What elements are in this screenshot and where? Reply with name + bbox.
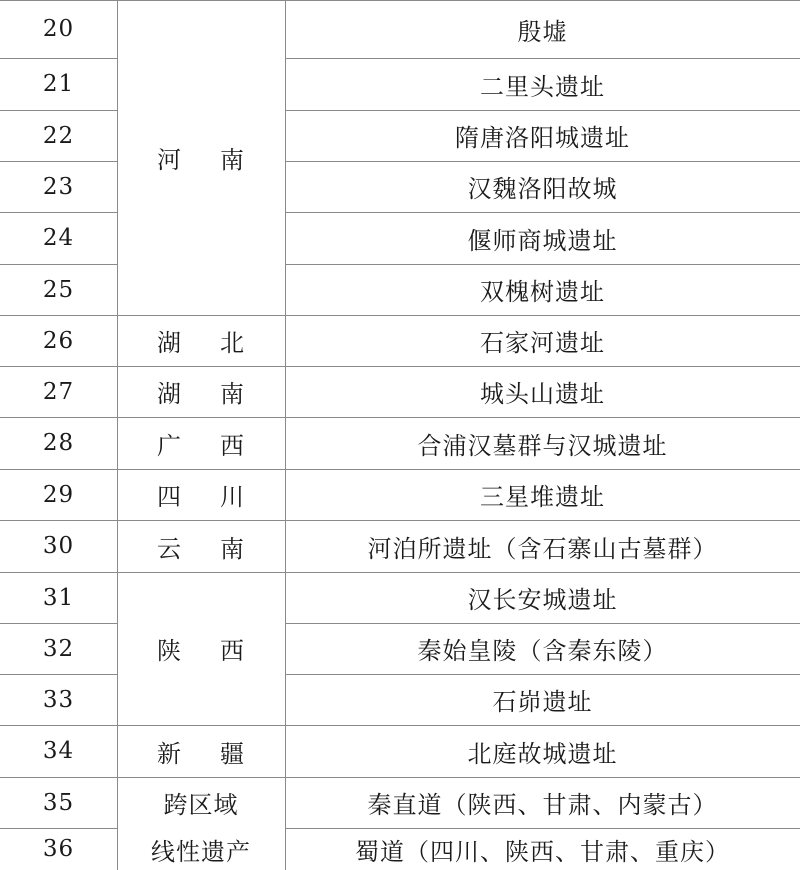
site-name: 石家河遗址 xyxy=(480,329,605,357)
region-cell-yunnan xyxy=(117,520,285,572)
row-divider xyxy=(0,315,800,316)
region-cell-hubei xyxy=(117,315,285,366)
region-cell-henan xyxy=(117,0,285,315)
column-divider xyxy=(117,0,118,870)
row-number: 28 xyxy=(42,430,75,456)
region-char: 四 xyxy=(157,483,182,511)
row-divider xyxy=(285,674,800,675)
row-divider xyxy=(0,212,117,213)
site-name: 汉长安城遗址 xyxy=(467,586,618,614)
site-name: 殷墟 xyxy=(517,17,568,46)
row-divider xyxy=(0,417,800,418)
row-divider xyxy=(285,58,800,59)
row-divider xyxy=(285,623,800,624)
region-char: 南 xyxy=(220,534,245,563)
site-name: 城头山遗址 xyxy=(480,380,605,408)
region-char: 西 xyxy=(220,431,245,460)
region-cell-sichuan xyxy=(117,469,285,520)
row-divider xyxy=(0,110,117,111)
region-char: 湖 xyxy=(157,380,182,408)
region-char: 北 xyxy=(220,329,245,357)
region-char: 陕 xyxy=(157,637,182,665)
row-divider xyxy=(285,212,800,213)
row-divider xyxy=(0,264,117,265)
region-char: 南 xyxy=(220,146,245,174)
row-number: 26 xyxy=(42,327,75,354)
site-name: 偃师商城遗址 xyxy=(467,226,618,255)
site-name: 北庭故城遗址 xyxy=(467,739,618,768)
region-char: 川 xyxy=(220,483,245,511)
row-number: 24 xyxy=(42,225,75,251)
row-number: 31 xyxy=(42,584,75,611)
row-divider xyxy=(0,520,800,521)
row-number: 25 xyxy=(42,276,75,303)
row-number: 32 xyxy=(42,635,75,662)
site-name: 秦始皇陵（含秦东陵） xyxy=(417,637,668,665)
site-name: 石峁遗址 xyxy=(492,688,593,716)
row-divider xyxy=(0,469,800,470)
row-divider xyxy=(285,110,800,111)
row-divider xyxy=(0,777,800,778)
row-number: 35 xyxy=(42,789,75,816)
site-name: 蜀道（四川、陕西、甘肃、重庆） xyxy=(355,837,730,866)
region-char: 疆 xyxy=(220,739,245,768)
row-divider xyxy=(0,0,800,1)
site-name: 三星堆遗址 xyxy=(480,483,605,511)
site-name: 汉魏洛阳故城 xyxy=(467,175,618,203)
row-number: 23 xyxy=(42,173,75,200)
row-number: 33 xyxy=(42,686,75,713)
row-number: 36 xyxy=(42,836,75,862)
region-cell-cross-region-line1: 跨区域 xyxy=(163,791,239,819)
row-divider xyxy=(0,572,800,573)
region-char: 广 xyxy=(157,431,182,460)
row-divider xyxy=(0,674,117,675)
row-number: 22 xyxy=(42,122,75,149)
region-char: 新 xyxy=(157,739,182,768)
row-number: 20 xyxy=(42,16,75,42)
row-number: 21 xyxy=(42,71,75,97)
region-char: 湖 xyxy=(157,329,182,357)
row-divider xyxy=(0,58,117,59)
site-name: 双槐树遗址 xyxy=(480,278,605,306)
column-divider xyxy=(285,0,286,870)
row-divider xyxy=(0,828,117,829)
row-divider xyxy=(0,725,800,726)
region-char: 云 xyxy=(157,534,182,563)
row-number: 30 xyxy=(42,533,75,559)
row-number: 29 xyxy=(42,481,75,508)
site-name: 二里头遗址 xyxy=(480,72,605,101)
row-number: 27 xyxy=(42,378,75,405)
site-name: 合浦汉墓群与汉城遗址 xyxy=(417,431,668,460)
region-cell-guangxi xyxy=(117,417,285,469)
region-cell-xinjiang xyxy=(117,725,285,777)
row-divider xyxy=(285,264,800,265)
site-name: 秦直道（陕西、甘肃、内蒙古） xyxy=(367,791,718,819)
row-divider xyxy=(0,623,117,624)
row-divider xyxy=(285,161,800,162)
region-char: 河 xyxy=(157,146,182,174)
region-cell-hunan xyxy=(117,366,285,417)
region-char: 西 xyxy=(220,637,245,665)
site-name: 隋唐洛阳城遗址 xyxy=(455,124,630,152)
region-cell-shaanxi xyxy=(117,572,285,725)
row-divider xyxy=(285,828,800,829)
region-cell-cross-region-line2: 线性遗产 xyxy=(151,837,251,866)
site-name: 河泊所遗址（含石寨山古墓群） xyxy=(367,534,718,563)
region-char: 南 xyxy=(220,380,245,408)
row-divider xyxy=(0,366,800,367)
row-number: 34 xyxy=(42,738,75,764)
row-divider xyxy=(0,161,117,162)
